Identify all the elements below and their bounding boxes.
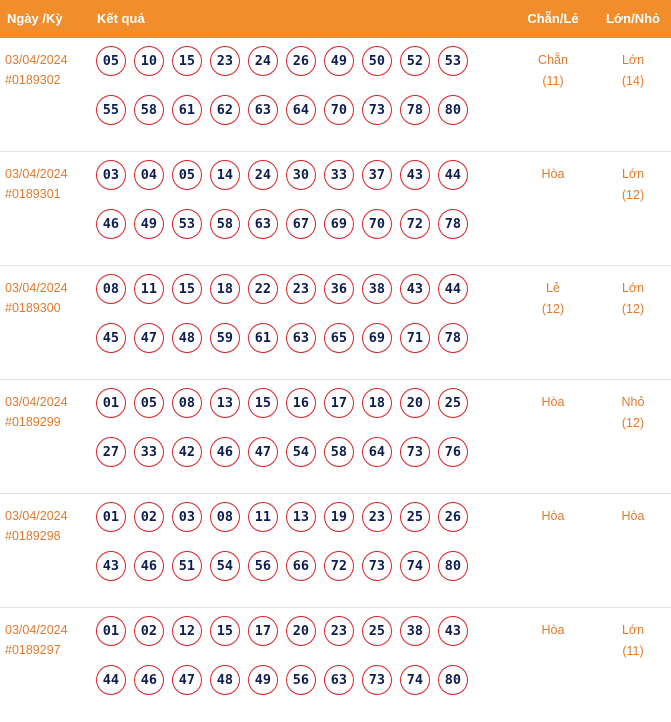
number-ball: 72 (400, 209, 430, 239)
number-ball: 80 (438, 95, 468, 125)
number-ball: 46 (210, 437, 240, 467)
number-line (96, 274, 476, 306)
number-ball: 55 (96, 95, 126, 125)
number-ball: 08 (96, 274, 126, 304)
number-ball: 43 (400, 274, 430, 304)
even-odd-result: Chẵn (538, 53, 568, 67)
number-ball: 64 (286, 95, 316, 125)
big-small-cell (597, 392, 669, 434)
number-ball: 15 (248, 388, 278, 418)
number-ball: 56 (248, 551, 278, 581)
number-ball: 03 (96, 160, 126, 190)
number-ball: 78 (438, 323, 468, 353)
number-ball: 01 (96, 616, 126, 646)
table-row (0, 38, 671, 152)
number-ball: 17 (324, 388, 354, 418)
number-ball: 62 (210, 95, 240, 125)
number-ball: 50 (362, 46, 392, 76)
result-numbers (96, 388, 476, 486)
draw-date-cell (5, 164, 68, 204)
number-line (96, 95, 476, 127)
number-ball: 27 (96, 437, 126, 467)
big-small-cell (597, 164, 669, 206)
header-big-small: Lớn/Nhỏ (605, 11, 660, 26)
number-ball: 63 (286, 323, 316, 353)
number-ball: 78 (438, 209, 468, 239)
number-line (96, 323, 476, 355)
draw-id[interactable]: #0189302 (5, 73, 61, 87)
even-odd-count: (11) (542, 74, 564, 88)
number-ball: 38 (362, 274, 392, 304)
number-ball: 71 (400, 323, 430, 353)
draw-date: 03/04/2024 (5, 623, 68, 637)
draw-date-cell (5, 278, 68, 318)
number-ball: 48 (172, 323, 202, 353)
number-ball: 66 (286, 551, 316, 581)
number-ball: 19 (324, 502, 354, 532)
number-ball: 08 (172, 388, 202, 418)
header-date: Ngày /Kỳ (7, 11, 63, 26)
number-ball: 53 (172, 209, 202, 239)
number-ball: 58 (210, 209, 240, 239)
even-odd-cell (521, 506, 585, 527)
number-ball: 44 (438, 274, 468, 304)
number-ball: 73 (362, 665, 392, 695)
number-ball: 59 (210, 323, 240, 353)
draw-date: 03/04/2024 (5, 53, 68, 67)
draw-date: 03/04/2024 (5, 281, 68, 295)
draw-date-cell (5, 620, 68, 660)
big-small-count: (12) (621, 188, 645, 202)
draw-date: 03/04/2024 (5, 167, 68, 181)
number-ball: 73 (362, 95, 392, 125)
number-ball: 80 (438, 665, 468, 695)
number-ball: 10 (134, 46, 164, 76)
number-ball: 73 (400, 437, 430, 467)
number-ball: 12 (172, 616, 202, 646)
table-row (0, 608, 671, 722)
big-small-result: Nhỏ (621, 395, 645, 409)
header-even-odd: Chẵn/Lẻ (527, 11, 579, 26)
number-ball: 49 (324, 46, 354, 76)
even-odd-result: Lẻ (546, 281, 560, 295)
number-ball: 05 (134, 388, 164, 418)
number-ball: 74 (400, 665, 430, 695)
table-header (0, 0, 671, 38)
number-ball: 23 (286, 274, 316, 304)
draw-date: 03/04/2024 (5, 509, 68, 523)
big-small-cell (597, 50, 669, 92)
number-ball: 73 (362, 551, 392, 581)
number-line (96, 388, 476, 420)
number-line (96, 209, 476, 241)
big-small-result: Lớn (621, 281, 645, 295)
big-small-result: Lớn (621, 623, 645, 637)
number-ball: 08 (210, 502, 240, 532)
result-numbers (96, 274, 476, 372)
number-ball: 69 (362, 323, 392, 353)
big-small-cell (597, 620, 669, 662)
number-ball: 24 (248, 160, 278, 190)
number-ball: 70 (324, 95, 354, 125)
big-small-cell (597, 278, 669, 320)
number-ball: 20 (286, 616, 316, 646)
number-ball: 74 (400, 551, 430, 581)
big-small-result: Lớn (621, 167, 645, 181)
draw-id[interactable]: #0189298 (5, 529, 61, 543)
big-small-result: Lớn (621, 53, 645, 67)
even-odd-count: (12) (541, 302, 565, 316)
number-ball: 48 (210, 665, 240, 695)
table-row (0, 152, 671, 266)
number-ball: 78 (400, 95, 430, 125)
number-ball: 61 (248, 323, 278, 353)
number-ball: 30 (286, 160, 316, 190)
result-numbers (96, 160, 476, 258)
number-ball: 46 (134, 665, 164, 695)
number-ball: 13 (210, 388, 240, 418)
number-ball: 01 (96, 502, 126, 532)
number-ball: 69 (324, 209, 354, 239)
number-ball: 70 (362, 209, 392, 239)
draw-id[interactable]: #0189301 (5, 187, 61, 201)
number-ball: 61 (172, 95, 202, 125)
big-small-count: (12) (621, 416, 645, 430)
number-ball: 26 (438, 502, 468, 532)
number-ball: 42 (172, 437, 202, 467)
draw-date-cell (5, 392, 68, 432)
number-ball: 43 (96, 551, 126, 581)
number-ball: 46 (134, 551, 164, 581)
number-ball: 26 (286, 46, 316, 76)
number-ball: 03 (172, 502, 202, 532)
even-odd-result: Hòa (541, 623, 565, 637)
result-numbers (96, 46, 476, 144)
number-ball: 33 (324, 160, 354, 190)
even-odd-cell (521, 278, 585, 320)
even-odd-cell (521, 620, 585, 641)
number-ball: 23 (362, 502, 392, 532)
number-ball: 14 (210, 160, 240, 190)
number-ball: 43 (400, 160, 430, 190)
number-ball: 02 (134, 502, 164, 532)
number-ball: 36 (324, 274, 354, 304)
number-ball: 63 (248, 95, 278, 125)
big-small-count: (11) (622, 644, 644, 658)
number-ball: 05 (96, 46, 126, 76)
number-ball: 58 (134, 95, 164, 125)
number-ball: 49 (134, 209, 164, 239)
number-ball: 11 (248, 502, 278, 532)
number-line (96, 616, 476, 648)
big-small-count: (14) (621, 74, 645, 88)
draw-date-cell (5, 506, 68, 546)
number-ball: 45 (96, 323, 126, 353)
number-ball: 64 (362, 437, 392, 467)
even-odd-result: Hòa (541, 167, 565, 181)
number-ball: 13 (286, 502, 316, 532)
number-line (96, 665, 476, 697)
number-ball: 80 (438, 551, 468, 581)
even-odd-result: Hòa (541, 509, 565, 523)
number-ball: 23 (324, 616, 354, 646)
number-ball: 20 (400, 388, 430, 418)
number-line (96, 160, 476, 192)
number-ball: 38 (400, 616, 430, 646)
draw-date: 03/04/2024 (5, 395, 68, 409)
number-ball: 02 (134, 616, 164, 646)
number-ball: 58 (324, 437, 354, 467)
number-ball: 43 (438, 616, 468, 646)
number-ball: 46 (96, 209, 126, 239)
number-ball: 67 (286, 209, 316, 239)
number-ball: 18 (210, 274, 240, 304)
even-odd-cell (521, 164, 585, 185)
draw-date-cell (5, 50, 68, 90)
number-line (96, 437, 476, 469)
number-ball: 04 (134, 160, 164, 190)
number-ball: 25 (362, 616, 392, 646)
table-body (0, 38, 671, 722)
number-ball: 47 (172, 665, 202, 695)
number-ball: 15 (210, 616, 240, 646)
number-line (96, 551, 476, 583)
number-ball: 37 (362, 160, 392, 190)
number-ball: 54 (210, 551, 240, 581)
table-row (0, 266, 671, 380)
number-ball: 22 (248, 274, 278, 304)
big-small-result: Hòa (621, 509, 645, 523)
number-ball: 01 (96, 388, 126, 418)
number-ball: 23 (210, 46, 240, 76)
number-line (96, 46, 476, 78)
number-ball: 16 (286, 388, 316, 418)
big-small-cell (597, 506, 669, 527)
number-ball: 63 (324, 665, 354, 695)
number-ball: 18 (362, 388, 392, 418)
number-ball: 17 (248, 616, 278, 646)
number-ball: 15 (172, 46, 202, 76)
number-ball: 63 (248, 209, 278, 239)
table-row (0, 494, 671, 608)
number-ball: 72 (324, 551, 354, 581)
even-odd-cell (521, 50, 585, 92)
draw-id[interactable]: #0189297 (5, 643, 61, 657)
draw-id[interactable]: #0189299 (5, 415, 61, 429)
number-ball: 53 (438, 46, 468, 76)
number-ball: 15 (172, 274, 202, 304)
draw-id[interactable]: #0189300 (5, 301, 61, 315)
number-ball: 51 (172, 551, 202, 581)
even-odd-result: Hòa (541, 395, 565, 409)
number-ball: 33 (134, 437, 164, 467)
number-ball: 44 (438, 160, 468, 190)
number-ball: 25 (400, 502, 430, 532)
number-ball: 47 (134, 323, 164, 353)
number-ball: 24 (248, 46, 278, 76)
number-ball: 65 (324, 323, 354, 353)
result-numbers (96, 616, 476, 714)
number-ball: 44 (96, 665, 126, 695)
number-ball: 52 (400, 46, 430, 76)
big-small-count: (12) (621, 302, 645, 316)
header-results: Kết quả (97, 11, 145, 26)
number-ball: 49 (248, 665, 278, 695)
number-ball: 25 (438, 388, 468, 418)
number-ball: 05 (172, 160, 202, 190)
result-numbers (96, 502, 476, 600)
number-ball: 54 (286, 437, 316, 467)
table-row (0, 380, 671, 494)
number-ball: 56 (286, 665, 316, 695)
number-line (96, 502, 476, 534)
number-ball: 47 (248, 437, 278, 467)
number-ball: 76 (438, 437, 468, 467)
number-ball: 11 (134, 274, 164, 304)
even-odd-cell (521, 392, 585, 413)
